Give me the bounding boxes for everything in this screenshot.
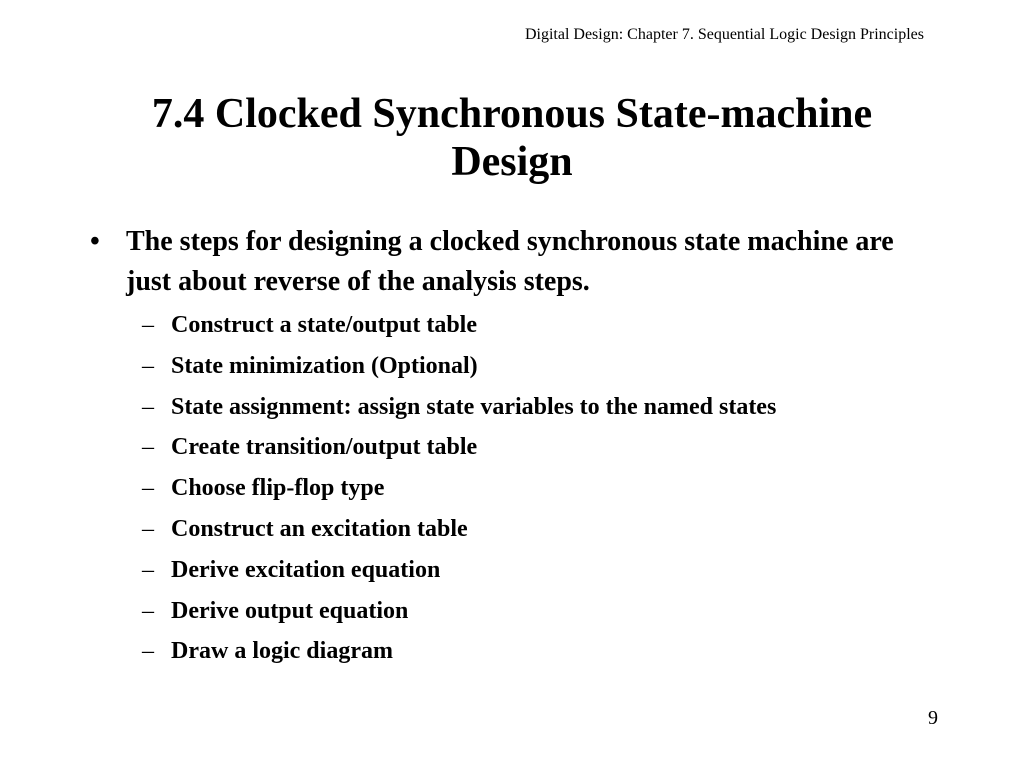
step-text: Derive output equation	[171, 597, 409, 624]
dash-icon: –	[142, 515, 154, 542]
step-item	[142, 631, 942, 672]
step-item	[142, 387, 942, 428]
bullet-icon: •	[90, 226, 100, 257]
step-list	[142, 305, 942, 672]
slide-title	[0, 90, 1024, 186]
dash-icon: –	[142, 434, 154, 461]
dash-icon: –	[142, 638, 154, 665]
step-text: Derive excitation equation	[171, 556, 441, 583]
step-text: State minimization (Optional)	[171, 352, 478, 379]
main-bullet-text: The steps for designing a clocked synchronous state machine are just about reverse of the analysis steps.	[126, 226, 894, 297]
dash-icon: –	[142, 312, 154, 338]
step-item	[142, 305, 942, 346]
step-item	[142, 468, 942, 509]
step-text: Choose flip-flop type	[171, 475, 385, 502]
step-text: Construct a state/output table	[171, 312, 477, 338]
step-text: State assignment: assign state variables to the named states	[171, 393, 777, 420]
slide-title-line-1: 7.4 Clocked Synchronous State-machine	[151, 91, 873, 137]
step-text: Create transition/output table	[171, 434, 478, 461]
slide-header: Digital Design: Chapter 7. Sequential Logic Design Principles	[524, 26, 924, 43]
step-item	[142, 346, 942, 387]
dash-icon: –	[142, 597, 154, 624]
page-number: 9	[928, 707, 938, 729]
step-item	[142, 591, 942, 632]
step-item	[142, 427, 942, 468]
main-bullet	[90, 222, 910, 302]
dash-icon: –	[142, 475, 154, 502]
step-item	[142, 509, 942, 550]
dash-icon: –	[142, 352, 154, 379]
step-text: Draw a logic diagram	[171, 638, 393, 665]
dash-icon: –	[142, 393, 154, 420]
slide-title-line-2: Design	[451, 139, 573, 185]
step-text: Construct an excitation table	[171, 515, 468, 542]
dash-icon: –	[142, 556, 154, 583]
step-item	[142, 550, 942, 591]
